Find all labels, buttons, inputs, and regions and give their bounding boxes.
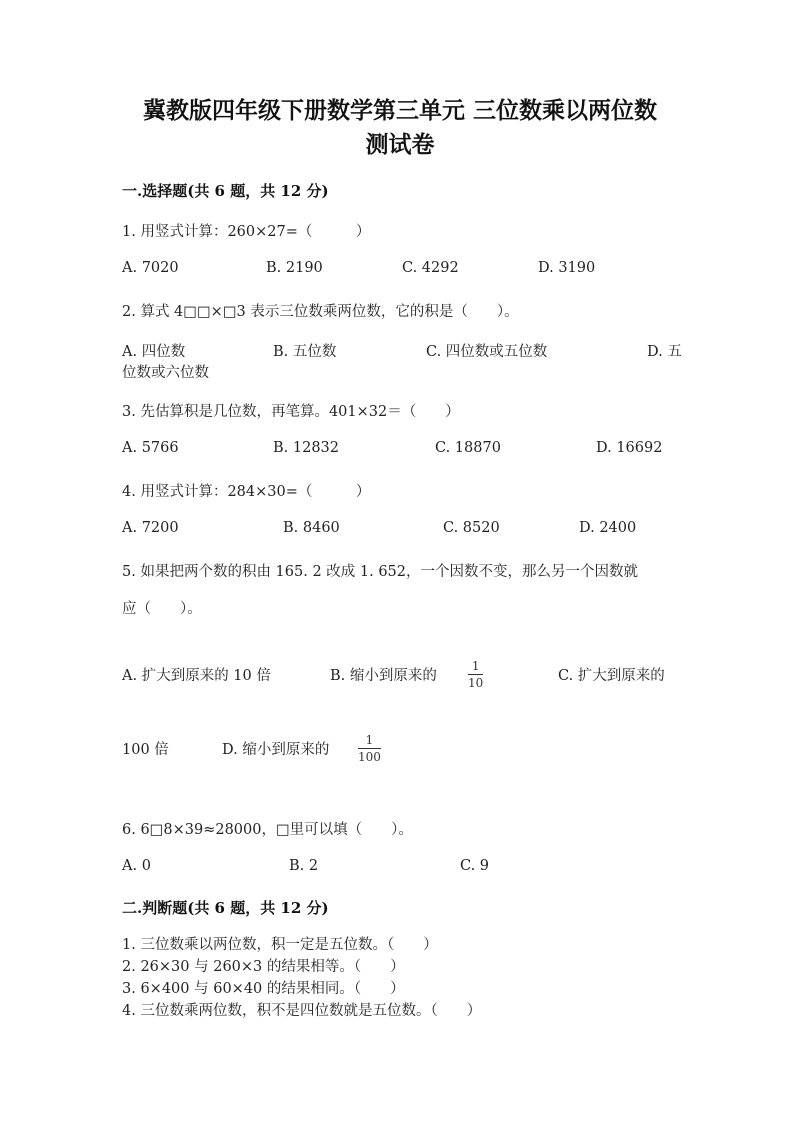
q4-option-d: D. 2400 — [579, 520, 637, 536]
section-heading-choice: 一.选择题(共 6 题，共 12 分) — [122, 182, 329, 200]
q4-option-c: C. 8520 — [443, 520, 500, 536]
q2-option-a: A. 四位数 — [122, 344, 186, 360]
q2-option-b: B. 五位数 — [273, 344, 337, 360]
q6-option-a: A. 0 — [122, 858, 151, 874]
q3-option-b: B. 12832 — [273, 440, 340, 456]
fraction-bar — [468, 674, 483, 675]
q2-option-c: C. 四位数或五位数 — [426, 344, 548, 360]
question-6: 6. 6□8×39≈28000，□里可以填（ ）。 — [122, 822, 413, 838]
q6-option-c: C. 9 — [460, 858, 490, 874]
q3-option-a: A. 5766 — [122, 440, 179, 456]
fraction-numerator: 1 — [471, 659, 480, 673]
q5-option-c-continued: 100 倍 — [122, 742, 169, 758]
q4-option-a: A. 7200 — [122, 520, 179, 536]
q3-option-c: C. 18870 — [435, 440, 501, 456]
q5-option-c: C. 扩大到原来的 — [558, 668, 665, 684]
question-5-line1: 5. 如果把两个数的积由 165. 2 改成 1. 652，一个因数不变，那么另一个因数就 — [122, 564, 639, 580]
q1-option-c: C. 4292 — [402, 260, 459, 276]
question-3: 3. 先估算积是几位数，再笔算。401×32＝（ ） — [122, 404, 460, 420]
tf-item-4: 4. 三位数乘两位数，积不是四位数就是五位数。（ ） — [122, 1003, 482, 1019]
tf-item-3: 3. 6×400 与 60×40 的结果相同。（ ） — [122, 981, 405, 997]
q6-option-b: B. 2 — [289, 858, 319, 874]
q3-option-d: D. 16692 — [596, 440, 663, 456]
q5-option-b: B. 缩小到原来的 — [330, 668, 437, 684]
fraction-bar — [358, 748, 381, 749]
q2-option-d: D. 五 — [647, 344, 682, 360]
section-heading-true-false: 二.判断题(共 6 题，共 12 分) — [122, 899, 329, 917]
tf-item-2: 2. 26×30 与 260×3 的结果相等。（ ） — [122, 959, 405, 975]
q5-option-d: D. 缩小到原来的 — [222, 742, 330, 758]
q5-fraction-d — [358, 733, 381, 764]
question-1: 1. 用竖式计算：260×27=（ ） — [122, 224, 371, 240]
page-title-line1: 冀教版四年级下册数学第三单元 三位数乘以两位数 — [142, 97, 657, 124]
tf-item-1: 1. 三位数乘以两位数，积一定是五位数。（ ） — [122, 937, 438, 953]
q1-option-d: D. 3190 — [538, 260, 596, 276]
q1-option-b: B. 2190 — [266, 260, 323, 276]
fraction-denominator: 10 — [468, 676, 484, 690]
q1-option-a: A. 7020 — [122, 260, 179, 276]
q4-option-b: B. 8460 — [283, 520, 340, 536]
question-5-line2: 应（ ）。 — [122, 601, 202, 617]
q5-option-a: A. 扩大到原来的 10 倍 — [122, 668, 271, 684]
question-4: 4. 用竖式计算：284×30=（ ） — [122, 484, 371, 500]
fraction-numerator: 1 — [365, 733, 374, 747]
fraction-denominator: 100 — [358, 750, 381, 764]
q2-option-d-continued: 位数或六位数 — [122, 365, 209, 381]
page-title-line2: 测试卷 — [365, 131, 435, 158]
question-2: 2. 算式 4□□×□3 表示三位数乘两位数，它的积是（ ）。 — [122, 304, 519, 320]
q5-fraction-b — [468, 659, 483, 690]
